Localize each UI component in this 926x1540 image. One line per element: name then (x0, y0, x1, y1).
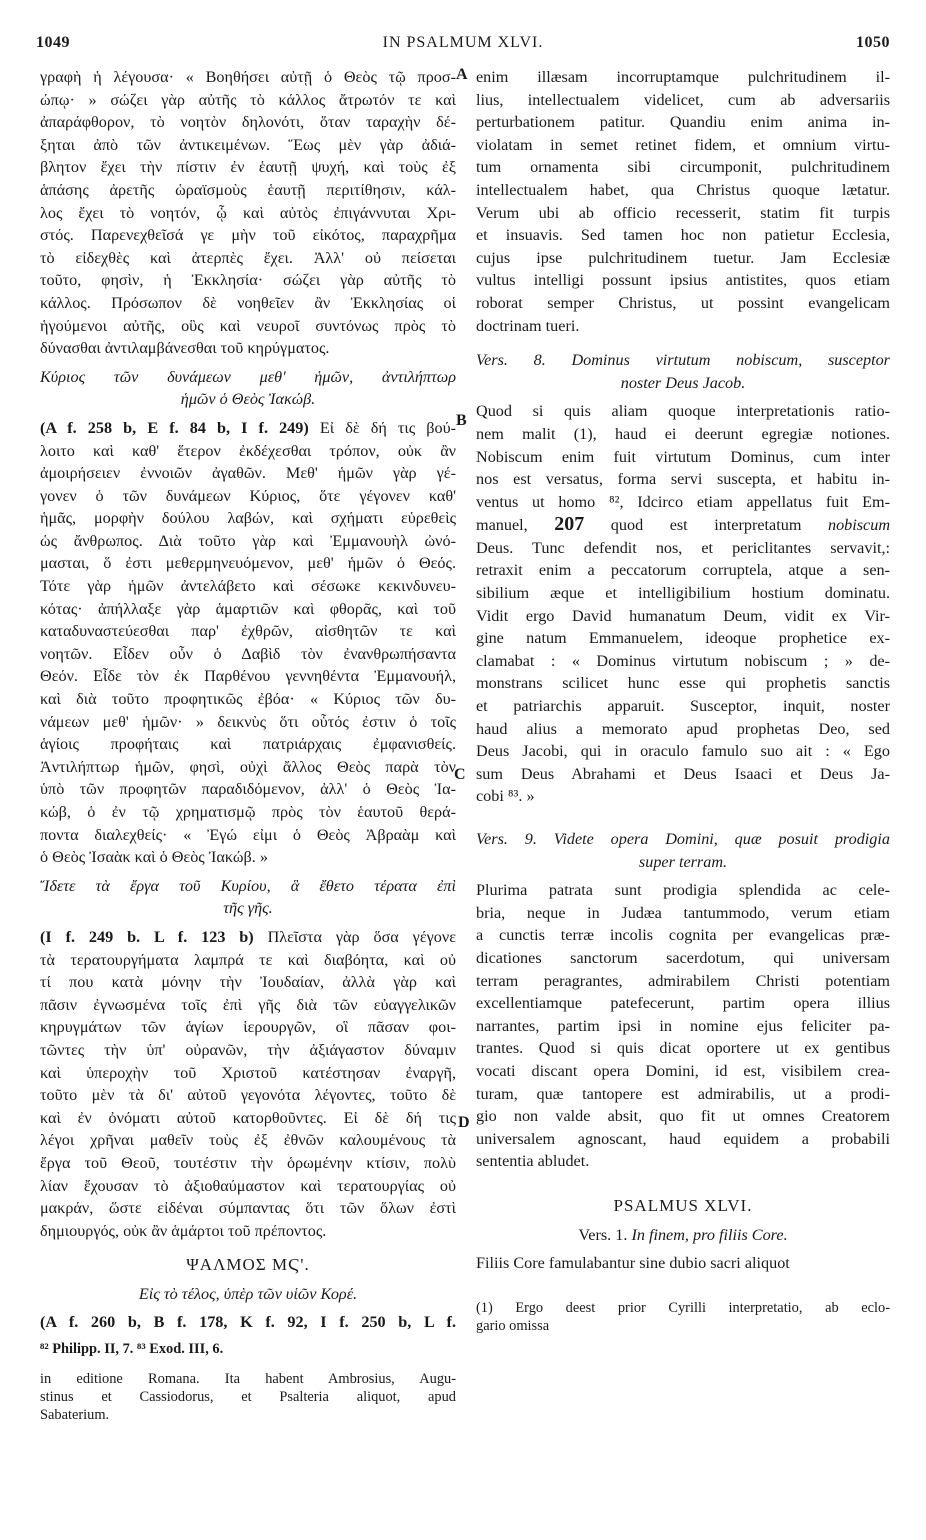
margin-letter-c: C (454, 766, 466, 783)
latin-paragraph-2 (476, 400, 890, 808)
text-line: γραφὴ ἡ λέγουσα· « Βοηθήσει αὐτῇ ὁ Θεὸς τῷ προσ- (40, 68, 456, 86)
footnote (476, 1299, 890, 1335)
text-line: gio non valde absit, quo fit ut omnes Creatorem (476, 1107, 890, 1126)
text-line: καὶ ἐν ὀνόματι αὐτοῦ κατορθοῦντες. Εἰ δὲ δή τις (40, 1108, 456, 1127)
text-line: τοῦτο μὲν τὰ δι' αὐτοῦ γεγονότα λέγοντες, τοῦτο δὲ (40, 1086, 456, 1105)
text-line: nos est versatus, forma servi suscepta, et habitu in- (476, 470, 890, 489)
text-line: τοῦτο, φησὶν, ἡ Ἐκκλησία· σώζει γὰρ αὐτῆς τὸ (40, 271, 456, 290)
text-line: καταδυναστεύεσθαι παρ' ἐχθρῶν, αἰσθητῶν τε καὶ (40, 622, 456, 641)
text-line: ἡμᾶς, μορφὴν δούλου λαβών, καὶ σχήματι εὑρεθεὶς (40, 509, 456, 528)
text-line: μακράν, ὥστε εἰδέναι σύμπαντας ὅτι τῶν ὅλων ἐστὶ (40, 1199, 456, 1218)
text-line: ἀπαράφθορον, τὸ νοητὸν δηλονότι, ὅταν ταραχὴν δέ- (40, 113, 456, 132)
text-line: perturbationem patitur. Quandiu enim anima in- (476, 113, 890, 132)
heading-line: Vers. 8. Dominus virtutum nobiscum, susceptor (476, 351, 890, 370)
greek-paragraph-2 (40, 417, 456, 869)
text-line: τὰ τερατουργήματα λαμπρά τε καὶ διαβόητα, καὶ οὐ (40, 950, 456, 969)
running-header (36, 34, 890, 60)
text-line: cobi ⁸³. » (476, 787, 535, 806)
text-line: ὁ Θεὸς Ἰσαὰκ καὶ ὁ Θεὸς Ἰακώβ. » (40, 848, 268, 867)
latin-paragraph-3 (476, 879, 890, 1173)
text-line: ποντα διαλεχθείς· « Ἐγώ εἰμι ὁ Θεὸς Ἀβραὰμ καὶ (40, 825, 456, 844)
text-line: bria, neque in Judæa tantummodo, verum etiam (476, 903, 890, 922)
heading-line: ἡμῶν ὁ Θεὸς Ἰακώβ. (180, 390, 316, 409)
text-line: κότας· ἀπήλλαξε γὰρ ἁμαρτιῶν καὶ φθορᾶς, καὶ τοῦ (40, 599, 456, 618)
verse-heading (476, 828, 890, 873)
text-line: cujus ipse pulchritudinem tuetur. Jam Ecclesiæ (476, 248, 890, 267)
text-line: ξηται ἀπὸ τῶν ἀντικειμένων. Ἕως μὲν γὰρ ἀδιά- (40, 135, 456, 154)
text-line: στός. Παρενεχθεῖσά γε μὴν τοῦ εἰκότος, παραχρῆμα (40, 226, 456, 245)
text-line: Θεόν. Εἶδε τὸν ἐκ Παρθένου γεννηθέντα Ἐμμανουήλ, (40, 667, 456, 686)
text-line: nem malit (1), haud ei deerunt egregiæ notiones. (476, 424, 890, 443)
text-line: μασται, ὅ ἐστι μεθερμηνευόμενον, μεθ' ἡμῶν ὁ Θεός. (40, 554, 456, 573)
text-line: vultus intelligi possunt ipsius antistites, quos etiam (476, 271, 890, 290)
column-number: 207 (554, 513, 585, 536)
text-line: monstrans scilicet hunc esse qui prophetis sanctis (476, 674, 890, 693)
text-line: tum ornamenta sibi circumponit, pulchritudinem (476, 158, 890, 177)
page-number-left: 1049 (36, 34, 70, 51)
page-number-right: 1050 (856, 34, 890, 51)
text-line: νάμεων μεθ' ἡμῶν· » δεικνὺς ὅτι οὗτός ἐστιν ὁ τοῖς (40, 712, 456, 731)
text-line: retraxit enim a peccatorum corruptela, atque a sen- (476, 561, 890, 580)
text-line: γονεν ὁ τῶν δυνάμεων Κύριος, ὅτε γέγονεν καθ' (40, 486, 456, 505)
latin-paragraph-1 (476, 66, 890, 337)
verse-heading (40, 875, 456, 920)
text-line: κάλλος. Πρόσωπον δὲ νοηθεῖεν ἂν Ἐκκλησίας οἱ (40, 293, 456, 312)
text-line: narrantes, partim ipsi in nomine ejus feliciter pa- (476, 1016, 890, 1035)
text-line: δημιουργός, οὐκ ἂν ἁμάρτοι τοῦ πρέποντος. (40, 1221, 327, 1240)
greek-column (40, 66, 456, 1424)
text-segment: Πλεῖστα γὰρ ὅσα γέγονε (253, 927, 456, 946)
margin-letter-a: A (456, 66, 468, 83)
text-line: νοητῶν. Εἶδεν οὖν ὁ Δαβὶδ τὸν ἐνανθρωπήσαντα (40, 644, 456, 663)
text-line: βλητον ἔχει τὴν πίστιν ἐν ἑαυτῇ ψυχή, καὶ τοὺς ἐξ (40, 158, 456, 177)
footnote-line: in editione Romana. Ita habent Ambrosius, Augu- (40, 1371, 456, 1388)
text-line: violatam in semet retinet fidem, et omnium virtu- (476, 135, 890, 154)
heading-line: noster Deus Jacob. (620, 373, 746, 392)
text-line: trantes. Quod si quis dicat oportere ut ex gentibus (476, 1039, 890, 1058)
text-line: doctrinam tueri. (476, 316, 580, 335)
text-line: a cunctis terræ incolis cognita per evangelicas præ- (476, 926, 890, 945)
text-line: Deus. Tunc defendit nos, et periclitantes servavit,: (476, 538, 890, 557)
psalm-title-latin: PSALMUS XLVI. (613, 1195, 753, 1215)
heading-line: τῆς γῆς. (223, 899, 273, 918)
text-line: Τότε γὰρ ἡμῶν ἀντελάβετο καὶ σέσωκε κεκινδυνευ- (40, 577, 456, 596)
text-line: καὶ ὑπεροχὴν τοῦ Χριστοῦ κατέστησαν ἐναργῆ, (40, 1063, 456, 1082)
text-line: ἔργα τοῦ Θεοῦ, τουτέστιν τὴν ὁρωμένην κτίσιν, πολὺ (40, 1153, 456, 1172)
text-line: ἁπάσης ἀρετῆς ὡραϊσμοὺς ἑαυτῇ περιτίθησιν, κάλ- (40, 180, 456, 199)
text-line: ἡγούμενοι αὐτῆς, οὓς καὶ νευροῖ συντόνως πρὸς τὸ (40, 316, 456, 335)
heading-line: Κύριος τῶν δυνάμεων μεθ' ἡμῶν, ἀντιλήπτωρ (40, 367, 456, 386)
text-line: Ἀντιλήπτωρ ἡμῶν, φησὶ, οὐχὶ ἄλλος Θεὸς παρὰ τὸν (40, 757, 456, 776)
latin-column (476, 66, 890, 1335)
text-line: Verum ubi ab officio recesserit, statim fit turpis (476, 203, 890, 222)
footnote-line: (1) Ergo deest prior Cyrilli interpretatio, ab eclo- (476, 1299, 890, 1316)
footnote-line: stinus et Cassiodorus, et Psalteria aliquot, apud (40, 1389, 456, 1406)
heading-line: Vers. 9. Videte opera Domini, quæ posuit prodigia (476, 830, 890, 848)
psalm-subtitle-greek: Εἰς τὸ τέλος, ὑπὲρ τῶν υἱῶν Κορέ. (138, 1284, 358, 1303)
text-line: καὶ διὰ τοῦτο προφητικῶς ἐβόα· « Κύριος τῶν δυ- (40, 690, 456, 709)
text-line: lius, intellectualem videlicet, cum ab adversariis (476, 90, 890, 109)
text-line: haud alius a memorato apud prophetas Deo, sed (476, 719, 890, 738)
text-line-with-column-number: manuel, 207 quod est interpretatum nobiscum (476, 513, 890, 536)
text-line: τὸ εἰδεχθὲς καὶ ἀτερπὲς ἔχει. Ἀλλ' οὐ πείσεται (40, 248, 456, 267)
greek-paragraph-1 (40, 66, 456, 360)
text-line: Quod si quis aliam quoque interpretationis ratio- (476, 402, 890, 421)
margin-letter-d: D (458, 1114, 470, 1131)
text-line: Plurima patrata sunt prodigia splendida ac cele- (476, 881, 890, 900)
text-line: sum Deus Abrahami et Deus Isaaci et Deus Ja- (476, 764, 890, 783)
manuscript-reference: (I f. 249 b. L f. 123 b) (40, 927, 254, 946)
text-line: ἁγίοις προφήταις καὶ πατριάρχαις ἐμφανισθείς. (40, 735, 456, 754)
verse-heading (40, 366, 456, 411)
text-line: enim illæsam incorruptamque pulchritudinem il- (476, 68, 890, 86)
psalm-subtitle-latin: Vers. 1. In finem, pro filiis Core. (578, 1225, 788, 1244)
text-line: universalem agnoscant, haud equidem a probabili (476, 1129, 890, 1148)
text-line: τί που κατὰ μόνην τὴν Ἰουδαίαν, ἀλλὰ γὰρ καὶ (40, 973, 456, 992)
text-line: Vidit ergo David humanatum Deum, vidit ex Vir- (476, 606, 890, 625)
text-line: gine natum Emmanuelem, ideoque prophetice ex- (476, 629, 890, 648)
footnote-continuation (40, 1370, 456, 1424)
text-line: δύνασθαι ἀντιλαμβάνεσθαι τοῦ κηρύγματος. (40, 339, 330, 358)
text-line: turam, quæ tantopere est admirabilis, ut a prodi- (476, 1084, 890, 1103)
heading-line: super terram. (638, 852, 728, 871)
text-line: excellentiamque patefecerunt, partim opera illius (476, 994, 890, 1013)
footnote-line: gario omissa (476, 1317, 550, 1334)
text-line: terram peragrantes, admirabilem Christi potentiam (476, 971, 890, 990)
text-line: ώπῳ· » σώζει γὰρ αὐτῆς τὸ κάλλος ἄτρωτόν τε καὶ (40, 90, 456, 109)
text-line: λος ἔχει τὸ νοητόν, ᾧ καὶ αὐτὸς ἐπιγάννυται Χρι- (40, 203, 456, 222)
text-line: πᾶσιν ἐγνωσμένα τοῖς ἐπὶ γῆς διὰ τῶν εὐαγγελικῶν (40, 995, 456, 1014)
text-segment: Εἰ δὲ δή τις βού- (308, 418, 456, 437)
text-line: ἀμοιρήσειεν ἐννοιῶν ἀγαθῶν. Μεθ' ἡμῶν γὰρ γέ- (40, 464, 456, 483)
margin-letter-b: B (456, 412, 467, 429)
text-line: dicationes sanctorum sacerdotum, qui universam (476, 948, 890, 967)
text-line: τῶντες τὴν ὑπ' οὐρανῶν, τὴν ἀξιάγαστον δύναμιν (40, 1040, 456, 1059)
text-line: κώβ, ὁ ἐν τῷ χρηματισμῷ πρὸς τὸν ἑαυτοῦ θερά- (40, 803, 456, 821)
text-line: intellectualem habet, qua Christus quoque lætatur. (476, 180, 890, 199)
text-line: roborat semper Christus, ut possint evangelicam (476, 293, 890, 312)
text-line: et patriarchis apparuit. Susceptor, inquit, noster (476, 697, 890, 716)
text-line: κηρυγμάτων τῶν ἁγίων ἱερουργῶν, οἳ πᾶσαν φοι- (40, 1018, 456, 1037)
verse-heading (476, 349, 890, 394)
text-line: λοιτο καὶ καθ' ἕτερον ἐκδέχεσθαι τρόπον, οὐκ ἂν (40, 441, 456, 460)
text-line: Deus Jacobi, qui in oraculo famulo suo ait : « Ego (476, 742, 890, 761)
text-line: sibilium æque et intelligibilium hostium dominatu. (476, 584, 890, 603)
text-line: ὡς ἄνθρωπος. Διὰ τοῦτο γὰρ καὶ Ἐμμανουὴλ ὠνό- (40, 531, 456, 550)
running-title: IN PSALMUM XLVI. (382, 34, 544, 51)
footnote-references: ⁸² Philipp. II, 7. ⁸³ Exod. III, 6. (40, 1341, 224, 1358)
psalm-title-greek: ΨΑΛΜΟΣ ΜϚ'. (186, 1255, 310, 1275)
heading-line: Ἴδετε τὰ ἔργα τοῦ Κυρίου, ἃ ἔθετο τέρατα ἐπὶ (40, 876, 456, 895)
manuscript-reference: (A f. 258 b, E f. 84 b, I f. 249) (40, 418, 309, 437)
text-line: clamabat : « Dominus virtutum nobiscum ; » de- (476, 651, 890, 670)
footnote-line: Sabaterium. (40, 1407, 110, 1424)
text-line: λίαν ἔχουσαν τὸ ἀξιοθαύμαστον καὶ τερατουργίας οὐ (40, 1176, 456, 1195)
text-line: sententia abludet. (476, 1152, 590, 1171)
text-line: ventus ut homo ⁸², Idcirco etiam appellatus fuit Em- (476, 492, 890, 511)
text-line: Nobiscum enim fuit virtutum Dominus, cum inter (476, 447, 890, 466)
text-line: ὑπὸ τῶν προφητῶν παραδιδόμενον, ἀλλ' ὁ Θεὸς Ἰα- (40, 780, 456, 799)
text-line: Filiis Core famulabantur sine dubio sacri aliquot (476, 1254, 790, 1273)
text-line: et insuavis. Sed tamen hoc non patietur Ecclesia, (476, 226, 890, 245)
text-line: λέγοι χρῆναι μαθεῖν τοὺς ἐξ ἐθνῶν καλουμένους τὰ (40, 1131, 456, 1150)
text-line: vocati discant opera Domini, id est, visibilem crea- (476, 1061, 890, 1080)
manuscript-reference: (A f. 260 b, B f. 178, K f. 92, I f. 250 b, L f. (40, 1313, 456, 1332)
greek-paragraph-3 (40, 926, 456, 1242)
